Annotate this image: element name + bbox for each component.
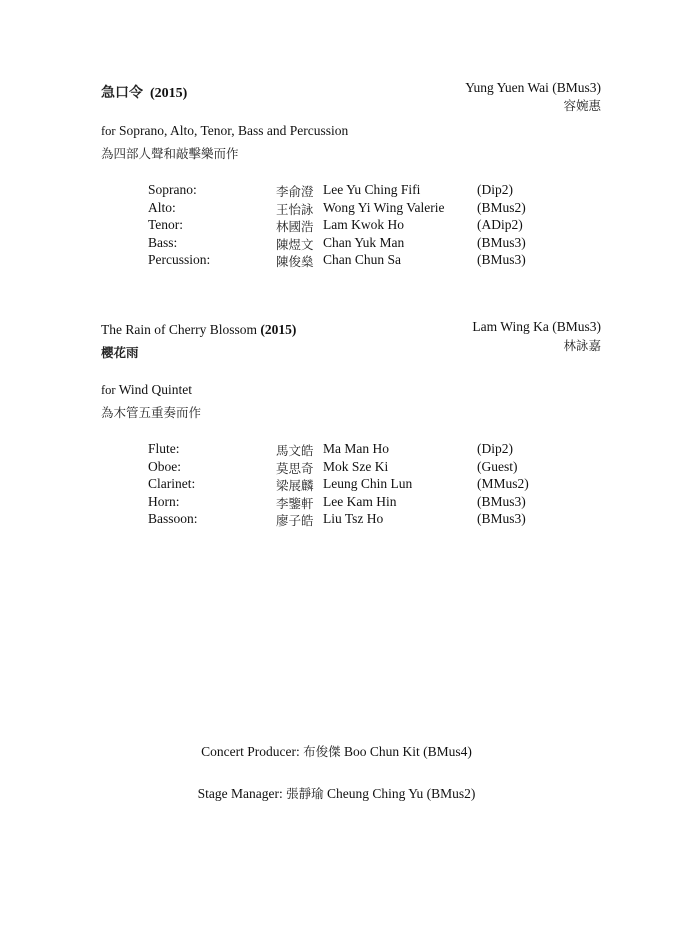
performer-row	[0, 217, 673, 235]
performer-row	[0, 200, 673, 218]
performer-name-en: Mok Sze Ki	[323, 459, 389, 474]
performer-role: Clarinet:	[148, 476, 196, 491]
producer-label: Concert Producer:	[201, 744, 300, 759]
performer-degree: (Dip2)	[477, 441, 513, 456]
performer-row	[0, 252, 673, 270]
manager-name-cn: 張靜瑜	[286, 786, 324, 801]
piece2-for-text: Wind Quintet	[118, 382, 193, 397]
performer-degree: (BMus3)	[477, 252, 526, 267]
performer-role: Soprano:	[148, 182, 197, 197]
producer-name-cn: 布俊傑	[303, 744, 341, 759]
piece1-instrumentation	[101, 123, 348, 139]
performer-name-en: Chan Chun Sa	[323, 252, 402, 267]
performer-degree: (MMus2)	[477, 476, 529, 491]
performer-row	[0, 494, 673, 512]
producer-name-en: Boo Chun Kit (BMus4)	[343, 744, 472, 759]
performer-role: Horn:	[148, 494, 180, 509]
piece2-title-en: The Rain of Cherry Blossom	[101, 322, 257, 337]
piece2-composer-en: Lam Wing Ka (BMus3)	[472, 319, 601, 334]
piece2-instrumentation	[101, 382, 192, 398]
piece1-title	[101, 82, 187, 102]
performer-row	[0, 476, 673, 494]
performer-name-cn: 廖子皓	[276, 513, 314, 528]
piece1-year: (2015)	[150, 86, 188, 101]
piece1-for-prefix: for	[101, 124, 116, 138]
performer-name-en: Lam Kwok Ho	[323, 217, 404, 232]
piece1-composer-en: Yung Yuen Wai (BMus3)	[465, 80, 601, 95]
performer-name-en: Lee Kam Hin	[323, 494, 397, 509]
performer-row	[0, 511, 673, 529]
concert-producer-credit	[0, 742, 673, 760]
piece1-for-text: Soprano, Alto, Tenor, Bass and Percussion	[118, 123, 349, 138]
manager-name-en: Cheung Ching Yu (BMus2)	[326, 786, 476, 801]
piece2-instrumentation-cn: 為木管五重奏而作	[101, 405, 202, 420]
performer-name-en: Liu Tsz Ho	[323, 511, 384, 526]
performer-degree: (BMus3)	[477, 511, 526, 526]
performer-row	[0, 441, 673, 459]
performer-name-cn: 李俞澄	[276, 184, 314, 199]
performer-role: Oboe:	[148, 459, 181, 474]
performer-name-en: Lee Yu Ching Fifi	[323, 182, 421, 197]
stage-manager-credit	[0, 784, 673, 802]
performer-degree: (BMus3)	[477, 494, 526, 509]
piece2-year: (2015)	[260, 322, 297, 337]
performer-role: Percussion:	[148, 252, 211, 267]
performer-row	[0, 459, 673, 477]
piece2-for-prefix: for	[101, 383, 116, 397]
performer-role: Bass:	[148, 235, 178, 250]
performer-degree: (ADip2)	[477, 217, 523, 232]
piece2-composer-cn: 林詠嘉	[563, 338, 601, 353]
performer-name-en: Chan Yuk Man	[323, 235, 405, 250]
piece1-instrumentation-cn: 為四部人聲和敲擊樂而作	[101, 146, 239, 161]
performer-name-en: Wong Yi Wing Valerie	[323, 200, 445, 215]
performer-name-en: Leung Chin Lun	[323, 476, 413, 491]
performer-degree: (Dip2)	[477, 182, 513, 197]
performer-name-cn: 馬文皓	[276, 443, 314, 458]
performer-name-cn: 梁展麟	[276, 478, 314, 493]
performer-role: Alto:	[148, 200, 176, 215]
performer-name-cn: 陳俊燊	[276, 254, 314, 269]
performer-name-cn: 王怡詠	[276, 202, 314, 217]
performer-degree: (BMus3)	[477, 235, 526, 250]
piece1-title-cn: 急口令	[101, 85, 143, 101]
performer-role: Tenor:	[148, 217, 184, 232]
manager-label: Stage Manager:	[197, 786, 283, 801]
performer-name-cn: 林國浩	[276, 219, 314, 234]
performer-role: Bassoon:	[148, 511, 198, 526]
performer-role: Flute:	[148, 441, 180, 456]
performer-name-cn: 莫思奇	[276, 461, 314, 476]
piece1-composer-cn: 容婉惠	[563, 98, 601, 113]
performer-degree: (BMus2)	[477, 200, 526, 215]
performer-name-cn: 李鑒軒	[276, 496, 314, 511]
performer-row	[0, 235, 673, 253]
performer-row	[0, 182, 673, 200]
performer-name-cn: 陳煜文	[276, 237, 314, 252]
performer-degree: (Guest)	[477, 459, 518, 474]
piece2-title	[101, 322, 296, 338]
piece2-title-cn: 櫻花雨	[101, 345, 139, 360]
performer-name-en: Ma Man Ho	[323, 441, 389, 456]
